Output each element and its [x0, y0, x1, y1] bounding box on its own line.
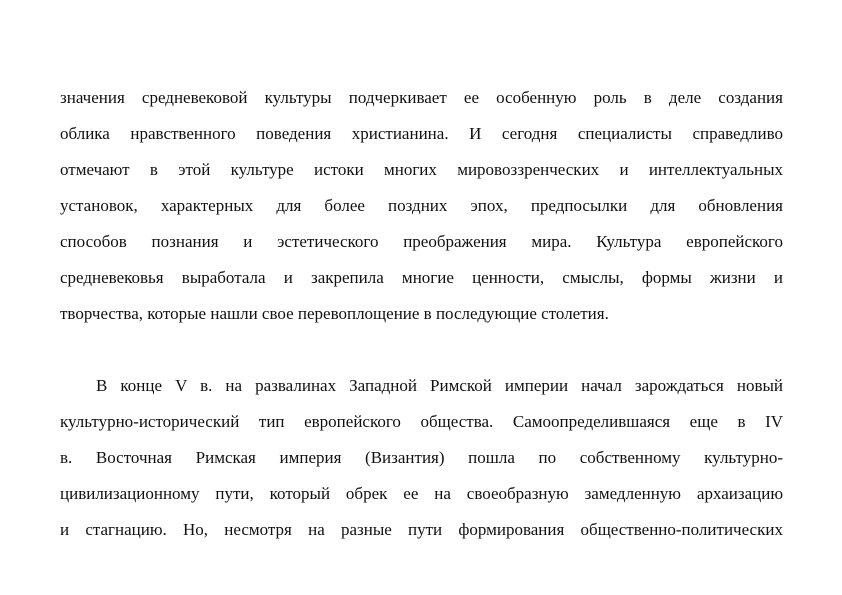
text-line: отмечают в этой культуре истоки многих мировоззренческих и интеллектуальных: [60, 160, 783, 179]
text-line: творчества, которые нашли свое перевоплощение в последующие столетия.: [60, 304, 609, 323]
text-line: облика нравственного поведения христианина. И сегодня специалисты справедливо: [60, 124, 784, 143]
text-line: культурно-исторический тип европейского общества. Самоопределившаяся еще в IV: [60, 412, 784, 431]
text-line: цивилизационному пути, который обрек ее на своеобразную замедленную архаизацию: [60, 484, 784, 503]
text-line: способов познания и эстетического преображения мира. Культура европейского: [60, 232, 783, 251]
text-line: значения средневековой культуры подчеркивает ее особенную роль в деле создания: [60, 88, 783, 107]
text-line: и стагнацию. Но, несмотря на разные пути формирования общественно-политических: [60, 520, 783, 539]
text-line: в. Восточная Римская империя (Византия) пошла по собственному культурно-: [60, 448, 783, 467]
text-line: установок, характерных для более поздних эпох, предпосылки для обновления: [60, 196, 783, 215]
text-line: В конце V в. на развалинах Западной Римской империи начал зарождаться новый: [96, 376, 783, 395]
text-line: средневековья выработала и закрепила многие ценности, смыслы, формы жизни и: [60, 268, 784, 287]
